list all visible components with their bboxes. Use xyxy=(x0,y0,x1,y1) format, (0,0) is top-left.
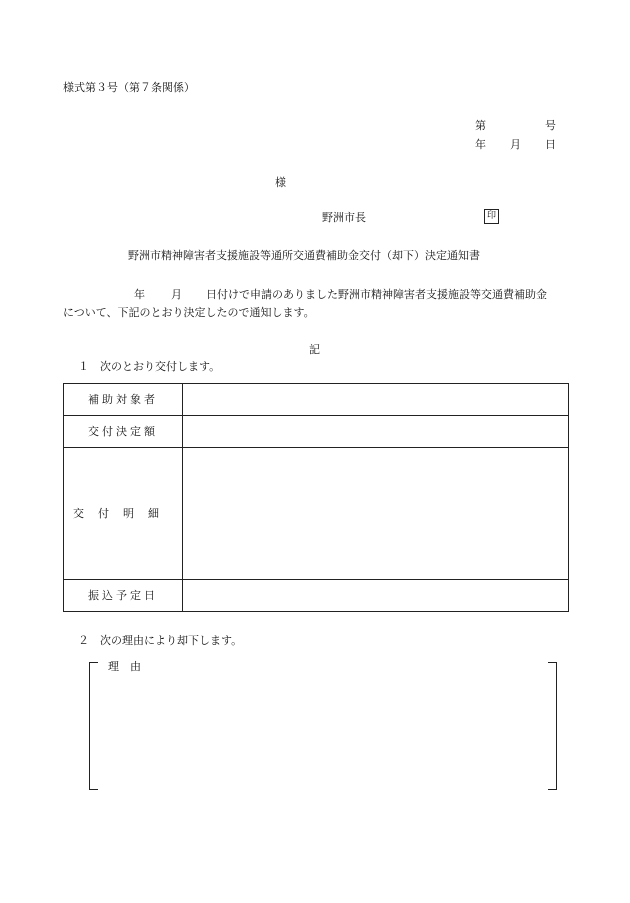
body-line2: について、下記のとおり決定したので通知します。 xyxy=(63,306,315,319)
table-row xyxy=(64,448,569,580)
seal-stamp: 印 xyxy=(484,209,499,224)
ki-heading: 記 xyxy=(309,343,320,356)
body-line1: 日付けで申請のありました野洲市精神障害者支援施設等交通費補助金 xyxy=(206,288,547,301)
addressee-honorific: 様 xyxy=(275,176,286,189)
date-year: 年 xyxy=(475,138,486,151)
doc-number-suffix: 号 xyxy=(545,119,556,132)
grant-details-table xyxy=(63,383,569,612)
label-breakdown: 交付明細 xyxy=(64,448,183,580)
label-transfer-date: 振込予定日 xyxy=(64,580,183,612)
table-row xyxy=(64,416,569,448)
doc-number-prefix: 第 xyxy=(475,119,486,132)
body-month: 月 xyxy=(171,288,182,301)
date-day: 日 xyxy=(545,138,556,151)
issuer-name: 野洲市長 xyxy=(322,211,366,224)
section-1-heading: １ 次のとおり交付します。 xyxy=(78,360,221,373)
value-amount[interactable] xyxy=(183,416,569,448)
table-row xyxy=(64,580,569,612)
body-paragraph xyxy=(63,286,571,322)
value-breakdown[interactable] xyxy=(183,448,569,580)
section-2-heading: ２ 次の理由により却下します。 xyxy=(78,634,243,647)
value-transfer-date[interactable] xyxy=(183,580,569,612)
table-row xyxy=(64,384,569,416)
document-title: 野洲市精神障害者支援施設等通所交通費補助金交付（却下）決定通知書 xyxy=(128,249,480,262)
form-number: 様式第３号（第７条関係） xyxy=(63,81,195,94)
reason-label: 理 由 xyxy=(108,660,141,673)
reason-bracket-left xyxy=(89,662,98,790)
label-amount: 交付決定額 xyxy=(64,416,183,448)
label-subject: 補助対象者 xyxy=(64,384,183,416)
reason-bracket-right xyxy=(548,662,557,790)
body-year: 年 xyxy=(134,288,145,301)
value-subject[interactable] xyxy=(183,384,569,416)
date-month: 月 xyxy=(510,138,521,151)
